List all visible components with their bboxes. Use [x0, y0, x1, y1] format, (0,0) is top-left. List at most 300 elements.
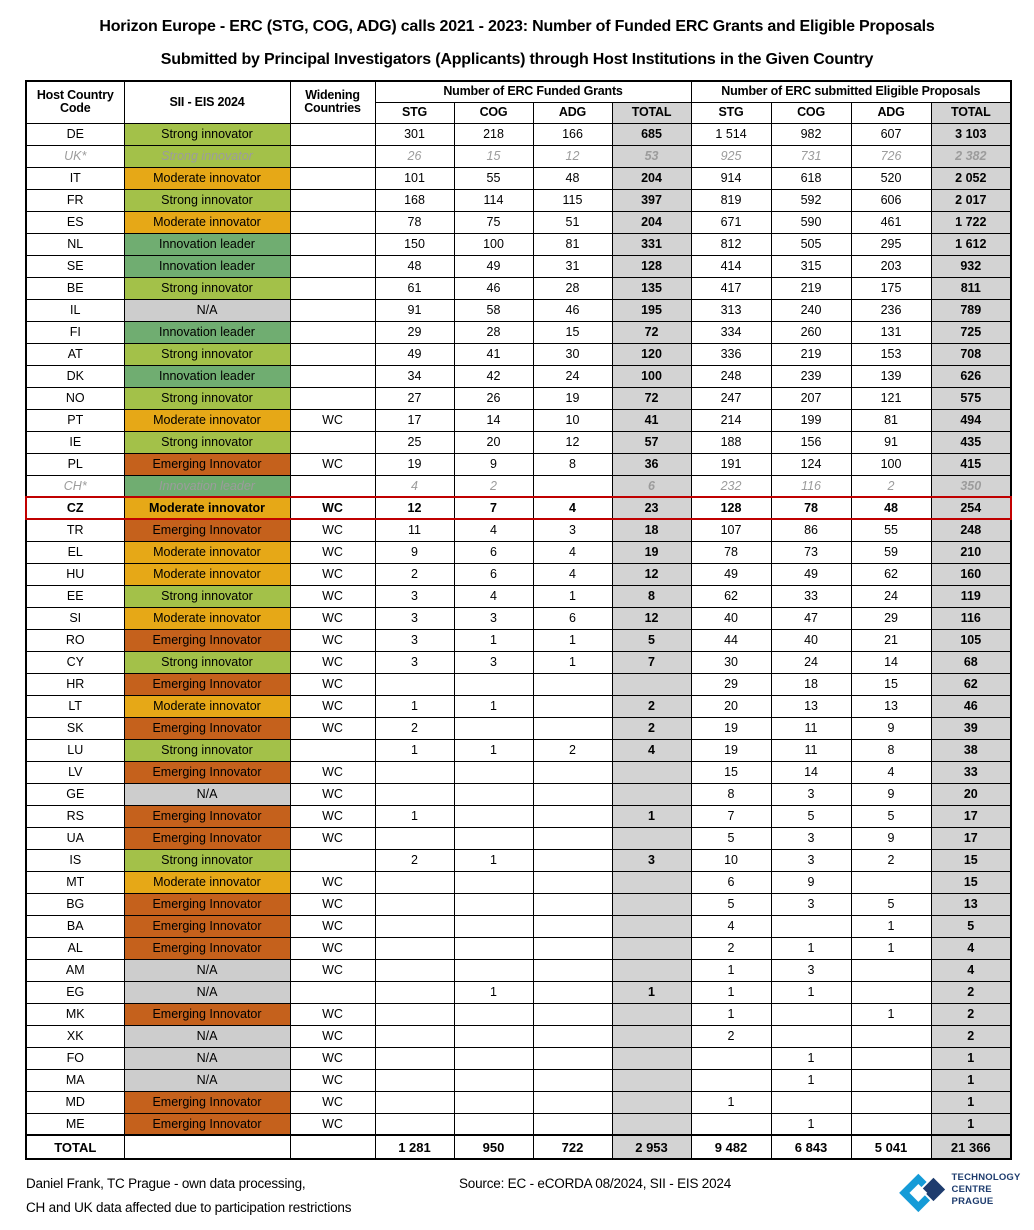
proposals-total-cell: 1: [931, 1113, 1011, 1135]
widening-cell: [290, 167, 375, 189]
table-row-DE: [26, 123, 1011, 145]
country-code-cell: HU: [26, 563, 124, 585]
proposals-value-cell: 414: [691, 255, 771, 277]
widening-cell: [290, 365, 375, 387]
proposals-value-cell: 10: [691, 849, 771, 871]
proposals-value-cell: 248: [691, 365, 771, 387]
proposals-value-cell: 199: [771, 409, 851, 431]
widening-cell: [290, 343, 375, 365]
country-code-cell: IT: [26, 167, 124, 189]
table-row-AM: [26, 959, 1011, 981]
country-code-cell: FR: [26, 189, 124, 211]
proposals-value-cell: 86: [771, 519, 851, 541]
proposals-total-cell: 435: [931, 431, 1011, 453]
funded-value-cell: [533, 673, 612, 695]
proposals-value-cell: 1: [771, 1047, 851, 1069]
funded-value-cell: [454, 717, 533, 739]
proposals-total-cell: 17: [931, 805, 1011, 827]
country-code-cell: EL: [26, 541, 124, 563]
funded-value-cell: 75: [454, 211, 533, 233]
table-row-TR: [26, 519, 1011, 541]
proposals-total-cell: 46: [931, 695, 1011, 717]
funded-total-cell: 8: [612, 585, 691, 607]
table-header: [26, 81, 1011, 123]
proposals-value-cell: 315: [771, 255, 851, 277]
header-widening: Widening Countries: [290, 81, 375, 123]
proposals-total-cell: 15: [931, 871, 1011, 893]
proposals-value-cell: 6: [691, 871, 771, 893]
proposals-total-cell: 725: [931, 321, 1011, 343]
funded-value-cell: [454, 783, 533, 805]
funded-value-cell: 1: [533, 651, 612, 673]
proposals-total-cell: 708: [931, 343, 1011, 365]
funded-value-cell: 51: [533, 211, 612, 233]
funded-total-cell: 331: [612, 233, 691, 255]
header-proposals-cog: COG: [771, 102, 851, 123]
funded-total-cell: [612, 915, 691, 937]
funded-value-cell: 3: [375, 651, 454, 673]
proposals-value-cell: 313: [691, 299, 771, 321]
widening-cell: WC: [290, 585, 375, 607]
proposals-value-cell: 1: [771, 1069, 851, 1091]
funded-value-cell: 55: [454, 167, 533, 189]
widening-cell: [290, 123, 375, 145]
table-row-MD: [26, 1091, 1011, 1113]
sii-category-cell: Moderate innovator: [124, 871, 290, 893]
funded-value-cell: 17: [375, 409, 454, 431]
country-code-cell: HR: [26, 673, 124, 695]
funded-total-cell: [612, 1113, 691, 1135]
country-code-cell: MA: [26, 1069, 124, 1091]
proposals-value-cell: 191: [691, 453, 771, 475]
funded-value-cell: 78: [375, 211, 454, 233]
country-code-cell: CY: [26, 651, 124, 673]
widening-cell: WC: [290, 937, 375, 959]
country-code-cell: CZ: [26, 497, 124, 519]
widening-cell: [290, 475, 375, 497]
proposals-total-cell: 17: [931, 827, 1011, 849]
sii-category-cell: Moderate innovator: [124, 211, 290, 233]
funded-value-cell: 91: [375, 299, 454, 321]
funded-grand-total-cell: 950: [454, 1135, 533, 1159]
proposals-total-cell: 116: [931, 607, 1011, 629]
funded-value-cell: [375, 937, 454, 959]
widening-cell: WC: [290, 827, 375, 849]
funded-total-cell: [612, 1091, 691, 1113]
widening-cell: WC: [290, 1069, 375, 1091]
proposals-value-cell: 417: [691, 277, 771, 299]
country-code-cell: NL: [26, 233, 124, 255]
header-funded-group: Number of ERC Funded Grants: [375, 81, 691, 102]
footer-credit-line2: CH and UK data affected due to participation restrictions: [26, 1200, 352, 1215]
funded-value-cell: 9: [454, 453, 533, 475]
funded-value-cell: 12: [375, 497, 454, 519]
table-row-PT: [26, 409, 1011, 431]
funded-value-cell: 30: [533, 343, 612, 365]
funded-total-cell: 1: [612, 805, 691, 827]
funded-value-cell: [375, 1025, 454, 1047]
proposals-value-cell: 295: [851, 233, 931, 255]
table-row-NL: [26, 233, 1011, 255]
sii-category-cell: Emerging Innovator: [124, 673, 290, 695]
proposals-value-cell: 239: [771, 365, 851, 387]
funded-value-cell: 301: [375, 123, 454, 145]
proposals-total-cell: 210: [931, 541, 1011, 563]
page-title: [0, 10, 1034, 76]
widening-cell: WC: [290, 805, 375, 827]
country-code-cell: RS: [26, 805, 124, 827]
proposals-value-cell: 1: [851, 937, 931, 959]
country-code-cell: PL: [26, 453, 124, 475]
funded-value-cell: 4: [375, 475, 454, 497]
funded-total-cell: 135: [612, 277, 691, 299]
proposals-value-cell: 2: [851, 475, 931, 497]
sii-category-cell: Emerging Innovator: [124, 1113, 290, 1135]
funded-value-cell: 3: [375, 585, 454, 607]
country-code-cell: IL: [26, 299, 124, 321]
funded-value-cell: 58: [454, 299, 533, 321]
sii-category-cell: Emerging Innovator: [124, 805, 290, 827]
funded-value-cell: 2: [533, 739, 612, 761]
country-code-cell: SI: [26, 607, 124, 629]
widening-cell: [290, 299, 375, 321]
proposals-total-cell: 248: [931, 519, 1011, 541]
funded-value-cell: 150: [375, 233, 454, 255]
header-proposals-total: TOTAL: [931, 102, 1011, 123]
funded-value-cell: [533, 959, 612, 981]
proposals-value-cell: 49: [691, 563, 771, 585]
widening-cell: WC: [290, 959, 375, 981]
country-code-cell: GE: [26, 783, 124, 805]
proposals-value-cell: 592: [771, 189, 851, 211]
proposals-value-cell: 5: [691, 827, 771, 849]
country-code-cell: AT: [26, 343, 124, 365]
country-code-cell: UK*: [26, 145, 124, 167]
table-row-SE: [26, 255, 1011, 277]
funded-value-cell: 19: [533, 387, 612, 409]
proposals-value-cell: 1 514: [691, 123, 771, 145]
proposals-total-cell: 2: [931, 981, 1011, 1003]
proposals-value-cell: [851, 1069, 931, 1091]
proposals-value-cell: 14: [851, 651, 931, 673]
funded-value-cell: 1: [454, 629, 533, 651]
sii-category-cell: [124, 1135, 290, 1159]
funded-value-cell: [533, 1091, 612, 1113]
funded-value-cell: 28: [533, 277, 612, 299]
proposals-value-cell: 24: [771, 651, 851, 673]
funded-value-cell: [533, 871, 612, 893]
table-row-CZ: [26, 497, 1011, 519]
sii-category-cell: Innovation leader: [124, 365, 290, 387]
erc-grants-table: [25, 80, 1012, 1160]
funded-value-cell: 15: [454, 145, 533, 167]
header-proposals-adg: ADG: [851, 102, 931, 123]
footer-source: Source: EC - eCORDA 08/2024, SII - EIS 2024: [459, 1176, 732, 1191]
proposals-grand-total-cell: 6 843: [771, 1135, 851, 1159]
sii-category-cell: Moderate innovator: [124, 563, 290, 585]
proposals-value-cell: 11: [771, 717, 851, 739]
proposals-value-cell: [691, 1047, 771, 1069]
table-row-MK: [26, 1003, 1011, 1025]
proposals-total-cell: 2: [931, 1025, 1011, 1047]
funded-value-cell: 4: [454, 585, 533, 607]
logo-text-line2: CENTRE PRAGUE: [951, 1184, 994, 1207]
header-proposals-stg: STG: [691, 102, 771, 123]
funded-value-cell: 10: [533, 409, 612, 431]
proposals-value-cell: 73: [771, 541, 851, 563]
header-funded-cog: COG: [454, 102, 533, 123]
funded-total-cell: [612, 1003, 691, 1025]
footer-credit-line1: Daniel Frank, TC Prague - own data processing,: [26, 1176, 306, 1191]
table-row-BA: [26, 915, 1011, 937]
country-code-cell: EE: [26, 585, 124, 607]
funded-value-cell: [454, 1113, 533, 1135]
proposals-total-cell: 38: [931, 739, 1011, 761]
table-row-NO: [26, 387, 1011, 409]
funded-value-cell: 26: [375, 145, 454, 167]
funded-value-cell: 2: [375, 563, 454, 585]
funded-value-cell: [375, 1003, 454, 1025]
proposals-total-cell: 254: [931, 497, 1011, 519]
proposals-total-cell: 789: [931, 299, 1011, 321]
widening-cell: [290, 981, 375, 1003]
proposals-value-cell: 24: [851, 585, 931, 607]
funded-value-cell: 1: [454, 695, 533, 717]
proposals-value-cell: 1: [691, 1091, 771, 1113]
proposals-value-cell: 188: [691, 431, 771, 453]
sii-category-cell: Emerging Innovator: [124, 1003, 290, 1025]
sii-category-cell: Moderate innovator: [124, 607, 290, 629]
table-row-BG: [26, 893, 1011, 915]
sii-category-cell: Strong innovator: [124, 123, 290, 145]
funded-value-cell: [375, 1047, 454, 1069]
funded-value-cell: [454, 805, 533, 827]
proposals-value-cell: 124: [771, 453, 851, 475]
header-funded-total: TOTAL: [612, 102, 691, 123]
proposals-value-cell: 5: [851, 805, 931, 827]
funded-total-cell: 204: [612, 167, 691, 189]
proposals-value-cell: 914: [691, 167, 771, 189]
proposals-value-cell: 30: [691, 651, 771, 673]
funded-total-cell: 72: [612, 321, 691, 343]
widening-cell: WC: [290, 871, 375, 893]
funded-value-cell: [375, 827, 454, 849]
funded-value-cell: [533, 981, 612, 1003]
proposals-value-cell: 40: [771, 629, 851, 651]
proposals-total-cell: 5: [931, 915, 1011, 937]
sii-category-cell: N/A: [124, 299, 290, 321]
proposals-value-cell: 91: [851, 431, 931, 453]
proposals-value-cell: 812: [691, 233, 771, 255]
funded-value-cell: 15: [533, 321, 612, 343]
title-line2: Submitted by Principal Investigators (Applicants) through Host Institutions in the Given Country: [160, 51, 874, 68]
funded-value-cell: 2: [375, 849, 454, 871]
funded-total-cell: 3: [612, 849, 691, 871]
proposals-total-cell: 1 612: [931, 233, 1011, 255]
funded-value-cell: [375, 761, 454, 783]
proposals-total-cell: 4: [931, 959, 1011, 981]
proposals-value-cell: [771, 915, 851, 937]
funded-value-cell: 100: [454, 233, 533, 255]
proposals-value-cell: 247: [691, 387, 771, 409]
sii-category-cell: Strong innovator: [124, 277, 290, 299]
proposals-value-cell: 3: [771, 893, 851, 915]
funded-value-cell: [375, 915, 454, 937]
table-row-RS: [26, 805, 1011, 827]
proposals-value-cell: 59: [851, 541, 931, 563]
widening-cell: WC: [290, 761, 375, 783]
table-row-LV: [26, 761, 1011, 783]
proposals-value-cell: 334: [691, 321, 771, 343]
proposals-value-cell: 606: [851, 189, 931, 211]
tc-prague-logo: [897, 1163, 1034, 1217]
funded-value-cell: [454, 761, 533, 783]
funded-total-cell: 6: [612, 475, 691, 497]
proposals-value-cell: 14: [771, 761, 851, 783]
proposals-value-cell: 520: [851, 167, 931, 189]
proposals-grand-total-cell: 21 366: [931, 1135, 1011, 1159]
proposals-total-cell: 3 103: [931, 123, 1011, 145]
header-funded-stg: STG: [375, 102, 454, 123]
proposals-total-cell: 2: [931, 1003, 1011, 1025]
proposals-total-cell: 2 017: [931, 189, 1011, 211]
funded-value-cell: 48: [533, 167, 612, 189]
sii-category-cell: Emerging Innovator: [124, 1091, 290, 1113]
sii-category-cell: Strong innovator: [124, 849, 290, 871]
proposals-value-cell: [851, 871, 931, 893]
footer-credit: [26, 1172, 351, 1220]
funded-value-cell: [454, 959, 533, 981]
proposals-value-cell: 153: [851, 343, 931, 365]
funded-total-cell: 120: [612, 343, 691, 365]
funded-value-cell: [533, 849, 612, 871]
funded-value-cell: [533, 1025, 612, 1047]
proposals-total-cell: 626: [931, 365, 1011, 387]
table-body: [26, 123, 1011, 1159]
sii-category-cell: Moderate innovator: [124, 497, 290, 519]
proposals-value-cell: 5: [851, 893, 931, 915]
funded-total-cell: [612, 1047, 691, 1069]
sii-category-cell: Innovation leader: [124, 475, 290, 497]
proposals-value-cell: 3: [771, 959, 851, 981]
funded-total-cell: [612, 827, 691, 849]
proposals-value-cell: 156: [771, 431, 851, 453]
widening-cell: [290, 277, 375, 299]
country-code-cell: DE: [26, 123, 124, 145]
proposals-total-cell: 811: [931, 277, 1011, 299]
sii-category-cell: Moderate innovator: [124, 695, 290, 717]
proposals-value-cell: 219: [771, 277, 851, 299]
funded-value-cell: 49: [375, 343, 454, 365]
funded-value-cell: [533, 717, 612, 739]
proposals-value-cell: 48: [851, 497, 931, 519]
sii-category-cell: N/A: [124, 959, 290, 981]
proposals-value-cell: 726: [851, 145, 931, 167]
proposals-value-cell: 607: [851, 123, 931, 145]
sii-category-cell: Innovation leader: [124, 233, 290, 255]
table-row-MT: [26, 871, 1011, 893]
funded-value-cell: [533, 695, 612, 717]
widening-cell: [290, 145, 375, 167]
proposals-value-cell: 18: [771, 673, 851, 695]
funded-value-cell: 31: [533, 255, 612, 277]
funded-total-cell: [612, 959, 691, 981]
proposals-grand-total-cell: 9 482: [691, 1135, 771, 1159]
funded-value-cell: [375, 981, 454, 1003]
widening-cell: WC: [290, 1003, 375, 1025]
tc-prague-logo-text: [952, 1172, 1034, 1208]
sii-category-cell: Emerging Innovator: [124, 629, 290, 651]
tc-prague-logo-icon: [897, 1163, 946, 1217]
proposals-value-cell: 1: [851, 915, 931, 937]
sii-category-cell: Moderate innovator: [124, 167, 290, 189]
funded-total-cell: 53: [612, 145, 691, 167]
widening-cell: [290, 255, 375, 277]
proposals-value-cell: 9: [851, 827, 931, 849]
widening-cell: [290, 1135, 375, 1159]
funded-value-cell: [375, 1113, 454, 1135]
widening-cell: [290, 849, 375, 871]
funded-total-cell: 18: [612, 519, 691, 541]
funded-value-cell: 11: [375, 519, 454, 541]
proposals-value-cell: [851, 1025, 931, 1047]
proposals-value-cell: 219: [771, 343, 851, 365]
funded-total-cell: 7: [612, 651, 691, 673]
widening-cell: WC: [290, 607, 375, 629]
funded-grand-total-cell: 722: [533, 1135, 612, 1159]
funded-value-cell: 34: [375, 365, 454, 387]
funded-value-cell: 12: [533, 145, 612, 167]
funded-value-cell: 25: [375, 431, 454, 453]
funded-total-cell: 1: [612, 981, 691, 1003]
table-row-SK: [26, 717, 1011, 739]
table-row-EG: [26, 981, 1011, 1003]
sii-category-cell: Moderate innovator: [124, 409, 290, 431]
funded-value-cell: [533, 783, 612, 805]
funded-value-cell: [375, 871, 454, 893]
funded-value-cell: [375, 1069, 454, 1091]
proposals-value-cell: 55: [851, 519, 931, 541]
funded-value-cell: [454, 1091, 533, 1113]
proposals-value-cell: 1: [691, 959, 771, 981]
table-row-IS: [26, 849, 1011, 871]
funded-value-cell: 218: [454, 123, 533, 145]
widening-cell: WC: [290, 563, 375, 585]
sii-category-cell: N/A: [124, 1069, 290, 1091]
proposals-value-cell: 7: [691, 805, 771, 827]
funded-value-cell: [533, 805, 612, 827]
funded-value-cell: 3: [454, 607, 533, 629]
funded-value-cell: 3: [533, 519, 612, 541]
country-code-cell: DK: [26, 365, 124, 387]
sii-category-cell: Emerging Innovator: [124, 717, 290, 739]
proposals-value-cell: 1: [771, 981, 851, 1003]
proposals-value-cell: 590: [771, 211, 851, 233]
funded-total-cell: 397: [612, 189, 691, 211]
proposals-value-cell: [771, 1003, 851, 1025]
proposals-value-cell: 19: [691, 739, 771, 761]
funded-value-cell: 1: [454, 849, 533, 871]
funded-value-cell: 29: [375, 321, 454, 343]
funded-value-cell: 4: [533, 563, 612, 585]
proposals-value-cell: 131: [851, 321, 931, 343]
proposals-value-cell: 13: [771, 695, 851, 717]
funded-total-cell: 2: [612, 695, 691, 717]
funded-total-cell: 100: [612, 365, 691, 387]
funded-grand-total-cell: 2 953: [612, 1135, 691, 1159]
sii-category-cell: Strong innovator: [124, 431, 290, 453]
funded-value-cell: [454, 893, 533, 915]
